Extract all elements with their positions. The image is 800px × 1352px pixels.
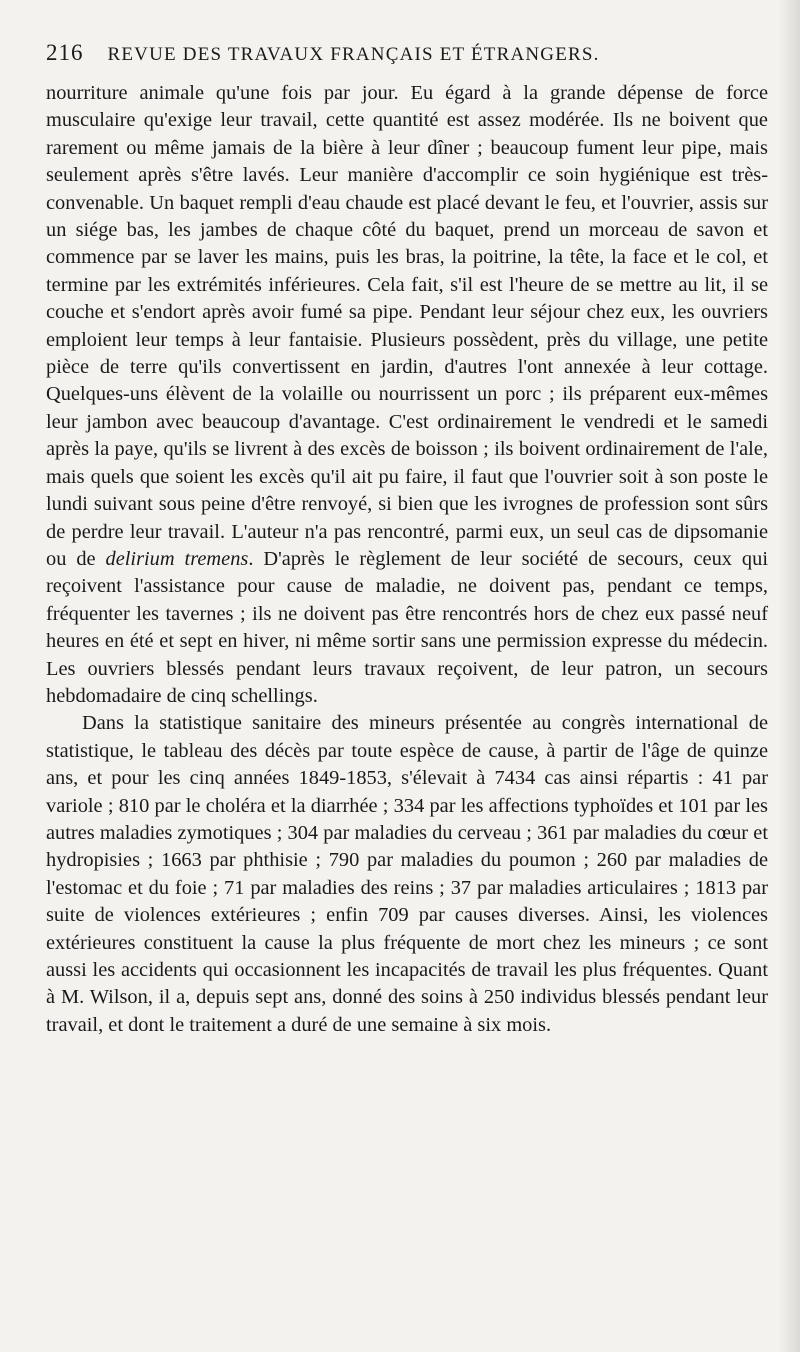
page-number: 216 (46, 40, 84, 65)
book-page (46, 40, 768, 1039)
page-header (46, 40, 768, 80)
paragraph-1-text-b: . D'après le règlement de leur société de secours, ceux qui reçoivent l'assistance pour cause de maladie, ne doivent pas, pendant ce temps, fréquenter les tavernes ; ils ne doivent pas être rencontrés hors de chez eux passé neuf heures en été et sept en hiver, ni même sortir sans une permission expresse du médecin. Les ouvriers blessés pendant leurs travaux reçoivent, de leur patron, un secours hebdomadaire de cinq schellings. (46, 547, 768, 707)
running-title: REVUE DES TRAVAUX FRANÇAIS ET ÉTRANGERS. (107, 44, 600, 65)
paragraph-1-text-a: nourriture animale qu'une fois par jour. Eu égard à la grande dépense de force musculaire qu'exige leur travail, cette quantité est assez modérée. Ils ne boivent que rarement ou même jamais de la bière à leur dîner ; beaucoup fument leur pipe, mais seulement après s'être lavés. Leur manière d'accomplir ce soin hygiénique est très-convenable. Un baquet rempli d'eau chaude est placé devant le feu, et l'ouvrier, assis sur un siége bas, les jambes de chaque côté du baquet, prend un morceau de savon et commence par se laver les mains, puis les bras, la poitrine, la tête, la face et le col, et termine par les extrémités inférieures. Cela fait, s'il est l'heure de se mettre au lit, il se couche et s'endort après avoir fumé sa pipe. Pendant leur séjour chez eux, les ouvriers emploient leur temps à leur fantaisie. Plusieurs possèdent, près du village, une petite pièce de terre qu'ils convertissent en jardin, d'autres l'ont annexée à leur cottage. Quelques-uns élèvent de la volaille ou nourrissent un porc ; ils préparent eux-mêmes leur jambon avec beaucoup d'avantage. C'est ordinairement le vendredi et le samedi après la paye, qu'ils se livrent à des excès de boisson ; ils boivent ordinairement de l'ale, mais quels que soient les excès qu'il ait pu faire, il faut que l'ouvrier soit à son poste le lundi suivant sous peine d'être renvoyé, si bien que les ivrognes de profession sont sûrs de perdre leur travail. L'auteur n'a pas rencontré, parmi eux, un seul cas de dipsomanie ou de (46, 82, 768, 570)
paragraph-1 (46, 80, 768, 710)
paragraph-1-italic-term: delirium tremens (105, 547, 249, 570)
page-edge-shadow (778, 0, 800, 1352)
body-text (46, 80, 768, 1039)
paragraph-2: Dans la statistique sanitaire des mineurs présentée au congrès international de statistique, le tableau des décès par toute espèce de cause, à partir de l'âge de quinze ans, et pour les cinq années 1849-1853, s'élevait à 7434 cas ainsi répartis : 41 par variole ; 810 par le choléra et la diarrhée ; 334 par les affections typhoïdes et 101 par les autres maladies zymotiques ; 304 par maladies du cerveau ; 361 par maladies du cœur et hydropisies ; 1663 par phthisie ; 790 par maladies du poumon ; 260 par maladies de l'estomac et du foie ; 71 par maladies des reins ; 37 par maladies articulaires ; 1813 par suite de violences extérieures ; enfin 709 par causes diverses. Ainsi, les violences extérieures constituent la cause la plus fréquente de mort chez les mineurs ; ce sont aussi les accidents qui occasionnent les incapacités de travail les plus fréquentes. Quant à M. Wilson, il a, depuis sept ans, donné des soins à 250 individus blessés pendant leur travail, et dont le traitement a duré de une semaine à six mois. (46, 712, 768, 1036)
